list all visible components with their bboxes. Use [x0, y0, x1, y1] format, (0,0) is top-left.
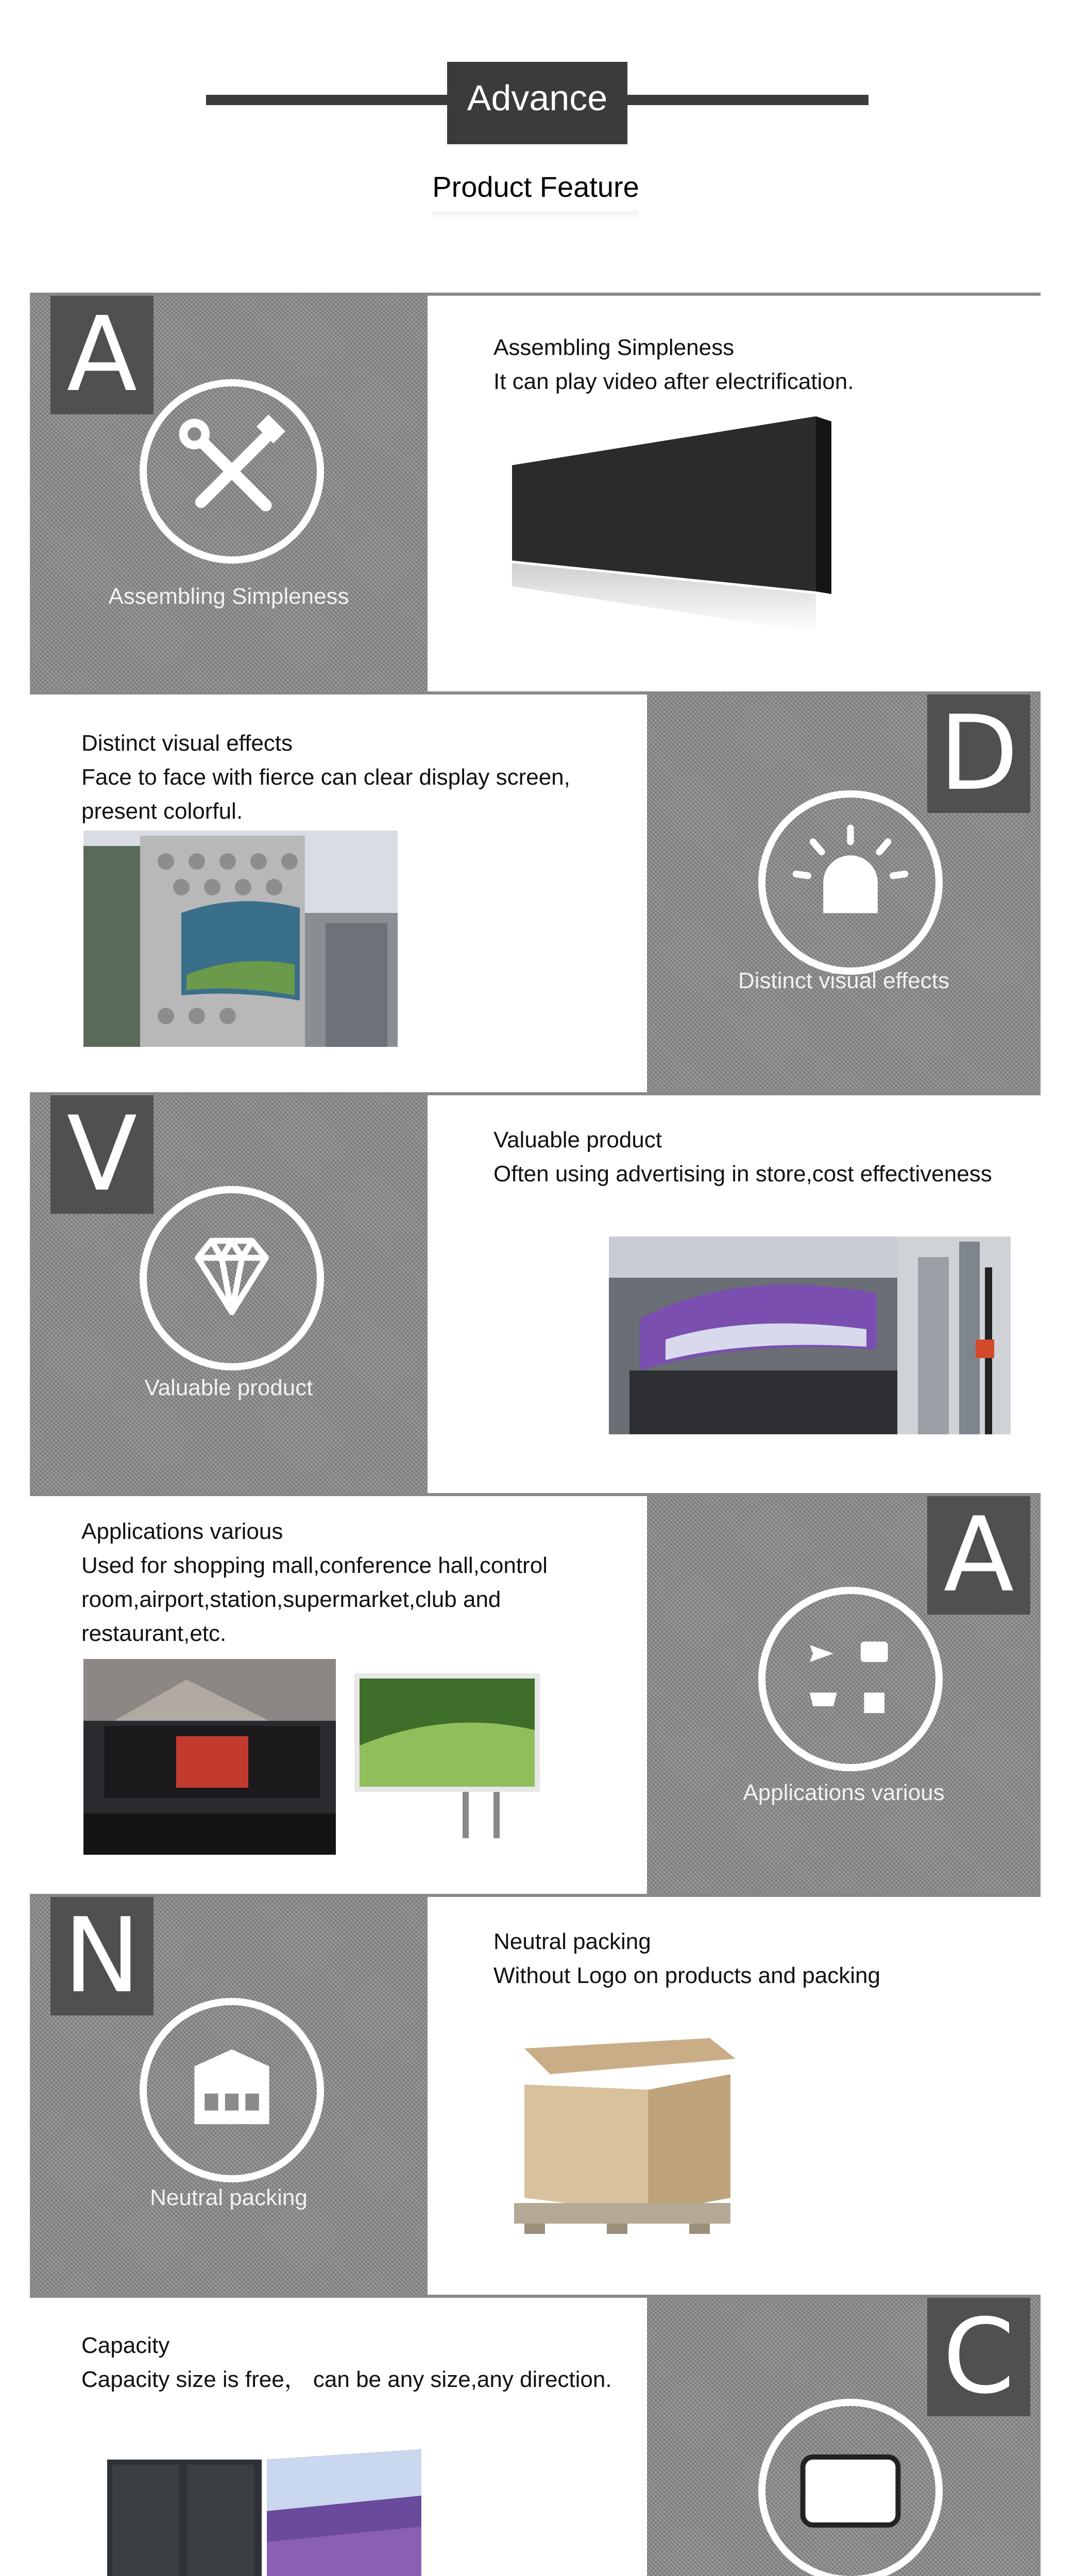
feature-section-valuable: [30, 1092, 1041, 1494]
feature-heading: Assembling Simpleness: [493, 335, 735, 360]
header-subtitle-underline: [433, 211, 639, 219]
feature-line: room,airport,station,supermarket,club and: [81, 1587, 501, 1612]
feature-line: restaurant,etc.: [81, 1621, 227, 1646]
wrench-screwdriver-icon: [140, 379, 324, 564]
feature-line: Without Logo on products and packing: [493, 1963, 880, 1988]
feature-caption: Distinct visual effects: [738, 968, 949, 993]
feature-heading: Capacity: [81, 2333, 170, 2358]
feature-heading: Applications various: [81, 1519, 283, 1544]
feature-heading: Neutral packing: [493, 1929, 651, 1954]
header-subtitle: Product Feature: [432, 171, 639, 203]
diamond-icon: [140, 1186, 324, 1370]
feature-caption: Neutral packing: [150, 2185, 308, 2210]
feature-line: present colorful.: [81, 799, 243, 824]
feature-caption: Valuable product: [144, 1375, 313, 1400]
feature-text: [493, 1925, 1029, 1993]
event-stage-image: [83, 1659, 336, 1855]
feature-text: [493, 1123, 1029, 1191]
cabinet-screen-image: [102, 2449, 432, 2576]
feature-caption: Assembling Simpleness: [108, 584, 349, 609]
light-dome-icon: [758, 790, 943, 975]
applications-icon: [758, 1587, 943, 1771]
feature-panel: [647, 694, 1041, 1093]
header-line-left: [206, 95, 448, 105]
feature-panel: [30, 1897, 428, 2296]
feature-section-capacity: [30, 2295, 1041, 2576]
feature-panel: [30, 296, 428, 694]
feature-panel: [30, 1095, 428, 1494]
header-line-right: [626, 95, 868, 105]
feature-heading: Distinct visual effects: [81, 731, 293, 756]
feature-text: [81, 1515, 617, 1651]
plywood-crate-image: [493, 2028, 751, 2244]
feature-line: Used for shopping mall,conference hall,control: [81, 1553, 548, 1578]
header-title: Advance: [467, 78, 608, 118]
feature-section-assembling: [30, 293, 1041, 694]
feature-caption: Applications various: [743, 1780, 945, 1805]
feature-letter: A: [927, 1496, 1030, 1615]
feature-text: [81, 2329, 617, 2397]
feature-letter: C: [927, 2298, 1030, 2416]
feature-section-applications: [30, 1493, 1041, 1895]
feature-line: It can play video after electrification.: [493, 369, 854, 394]
feature-letter: N: [50, 1897, 154, 2015]
screen-panel-icon: [758, 2399, 943, 2576]
package-box-icon: [140, 1998, 324, 2182]
feature-section-neutral-packing: [30, 1894, 1041, 2296]
feature-letter: D: [927, 694, 1030, 813]
feature-letter: A: [50, 296, 154, 414]
feature-line: Often using advertising in store,cost effectiveness: [493, 1161, 992, 1187]
feature-text: [81, 726, 617, 828]
outdoor-billboard-image: [344, 1668, 560, 1854]
feature-section-distinct: [30, 691, 1041, 1093]
feature-letter: V: [50, 1095, 154, 1214]
feature-heading: Valuable product: [493, 1127, 662, 1153]
feature-panel: [647, 2298, 1041, 2576]
curved-building-screen-image: [83, 831, 398, 1047]
feature-text: [493, 331, 1029, 399]
curved-street-screen-image: [609, 1236, 1011, 1434]
feature-line: Face to face with fierce can clear display screen,: [81, 765, 570, 790]
led-panel-image: [507, 416, 831, 662]
feature-panel: [647, 1496, 1041, 1895]
feature-line: Capacity size is free， can be any size,any direction.: [81, 2367, 612, 2392]
